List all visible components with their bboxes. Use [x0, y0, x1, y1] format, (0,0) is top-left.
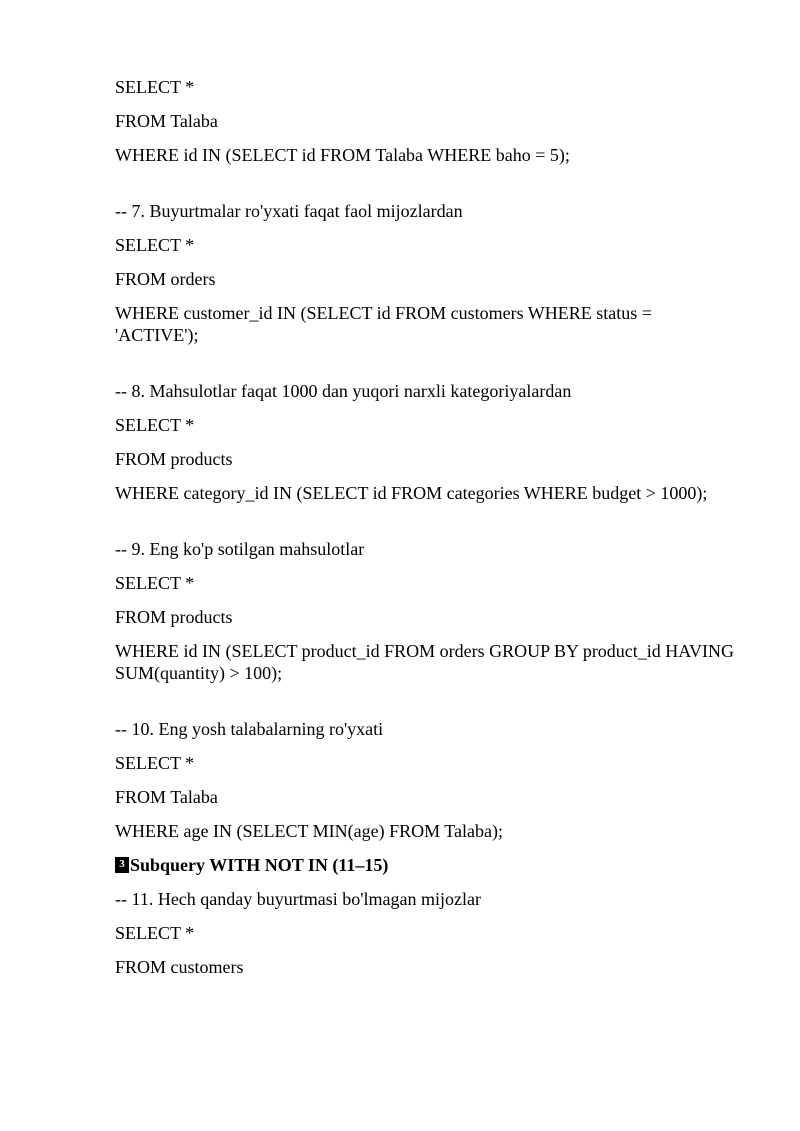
comment-line: -- 7. Buyurtmalar ro'yxati faqat faol mijozlardan [115, 201, 463, 221]
blank-line [115, 178, 735, 200]
code-line: FROM products [115, 607, 233, 627]
code-line: SELECT * [115, 415, 195, 435]
section-heading-text: Subquery WITH NOT IN (11–15) [130, 855, 389, 875]
code-line: WHERE id IN (SELECT product_id FROM orders GROUP BY product_id HAVING SUM(quantity) > 100); [115, 641, 734, 683]
code-line: FROM products [115, 449, 233, 469]
code-line: WHERE category_id IN (SELECT id FROM categories WHERE budget > 1000); [115, 483, 708, 503]
code-line: SELECT * [115, 573, 195, 593]
comment-line: -- 10. Eng yosh talabalarning ro'yxati [115, 719, 384, 739]
keycap-number-glyph: 3 [119, 858, 125, 870]
code-line: FROM Talaba [115, 111, 218, 131]
code-line: SELECT * [115, 235, 195, 255]
blank-line [115, 358, 735, 380]
code-line: SELECT * [115, 923, 195, 943]
code-line: FROM customers [115, 957, 244, 977]
code-line: SELECT * [115, 77, 195, 97]
code-line: SELECT * [115, 753, 195, 773]
blank-line [115, 516, 735, 538]
blank-line [115, 696, 735, 718]
code-line: WHERE id IN (SELECT id FROM Talaba WHERE baho = 5); [115, 145, 570, 165]
comment-line: -- 9. Eng ko'p sotilgan mahsulotlar [115, 539, 365, 559]
keycap-number-icon [115, 857, 129, 873]
code-line: FROM Talaba [115, 787, 218, 807]
comment-line: -- 11. Hech qanday buyurtmasi bo'lmagan mijozlar [115, 889, 481, 909]
code-line: FROM orders [115, 269, 216, 289]
document-content [115, 76, 735, 990]
code-line: WHERE age IN (SELECT MIN(age) FROM Talaba); [115, 821, 503, 841]
code-line: WHERE customer_id IN (SELECT id FROM customers WHERE status = 'ACTIVE'); [115, 303, 652, 345]
comment-line: -- 8. Mahsulotlar faqat 1000 dan yuqori narxli kategoriyalardan [115, 381, 572, 401]
section-heading [115, 854, 735, 876]
